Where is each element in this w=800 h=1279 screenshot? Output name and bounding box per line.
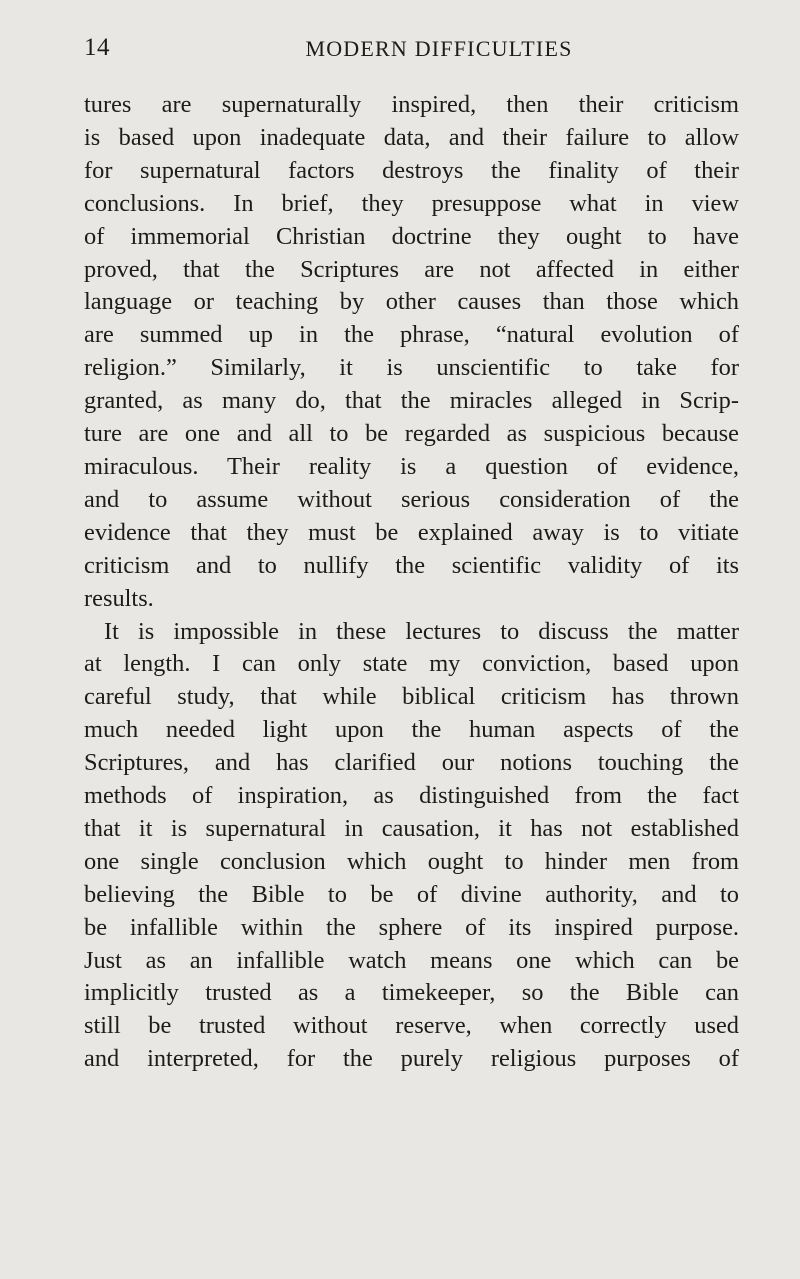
text-line: methods of inspiration, as distinguished from the fact [84,782,739,810]
text-line: miraculous. Their reality is a question of evidence, [84,452,739,480]
text-line: and to assume without serious consideration of the [84,485,739,513]
text-line: careful study, that while biblical criticism has thrown [84,683,739,711]
text-line: language or teaching by other causes than those which [84,288,739,316]
text-line: of immemorial Christian doctrine they ought to have [84,222,739,250]
text-line: and interpreted, for the purely religious purposes of [84,1045,739,1073]
text-line: evidence that they must be explained away is to vitiate [84,518,739,546]
text-line: be infallible within the sphere of its inspired purpose. [84,913,739,941]
text-line: Just as an infallible watch means one which can be [84,946,739,974]
text-line: ture are one and all to be regarded as suspicious because [84,420,739,448]
text-line: religion.” Similarly, it is unscientific to take for [84,354,739,382]
running-title: MODERN DIFFICULTIES [305,36,573,61]
text-line: granted, as many do, that the miracles alleged in Scrip- [84,387,739,415]
text-line: tures are supernaturally inspired, then their criticism [84,91,739,118]
text-line: It is impossible in these lectures to discuss the matter [104,617,739,645]
page-number: 14 [84,34,110,61]
text-line: results. [84,584,154,612]
text-line: much needed light upon the human aspects of the [84,716,739,744]
text-line: Scriptures, and has clarified our notions touching the [84,749,739,777]
text-line: that it is supernatural in causation, it has not established [84,814,739,842]
text-line: for supernatural factors destroys the finality of their [84,156,739,184]
text-line: are summed up in the phrase, “natural evolution of [84,321,739,349]
text-line: implicitly trusted as a timekeeper, so the Bible can [84,979,739,1007]
text-line: at length. I can only state my conviction, based upon [84,650,739,678]
text-line: one single conclusion which ought to hinder men from [84,847,739,875]
page-header [84,34,734,68]
text-line: believing the Bible to be of divine authority, and to [84,880,739,908]
text-line: proved, that the Scriptures are not affected in either [84,255,739,283]
text-line: still be trusted without reserve, when correctly used [84,1012,739,1040]
text-line: conclusions. In brief, they presuppose what in view [84,189,739,217]
text-line: criticism and to nullify the scientific validity of its [84,551,739,579]
text-line: is based upon inadequate data, and their failure to allow [84,123,739,151]
body-text [84,89,739,1076]
